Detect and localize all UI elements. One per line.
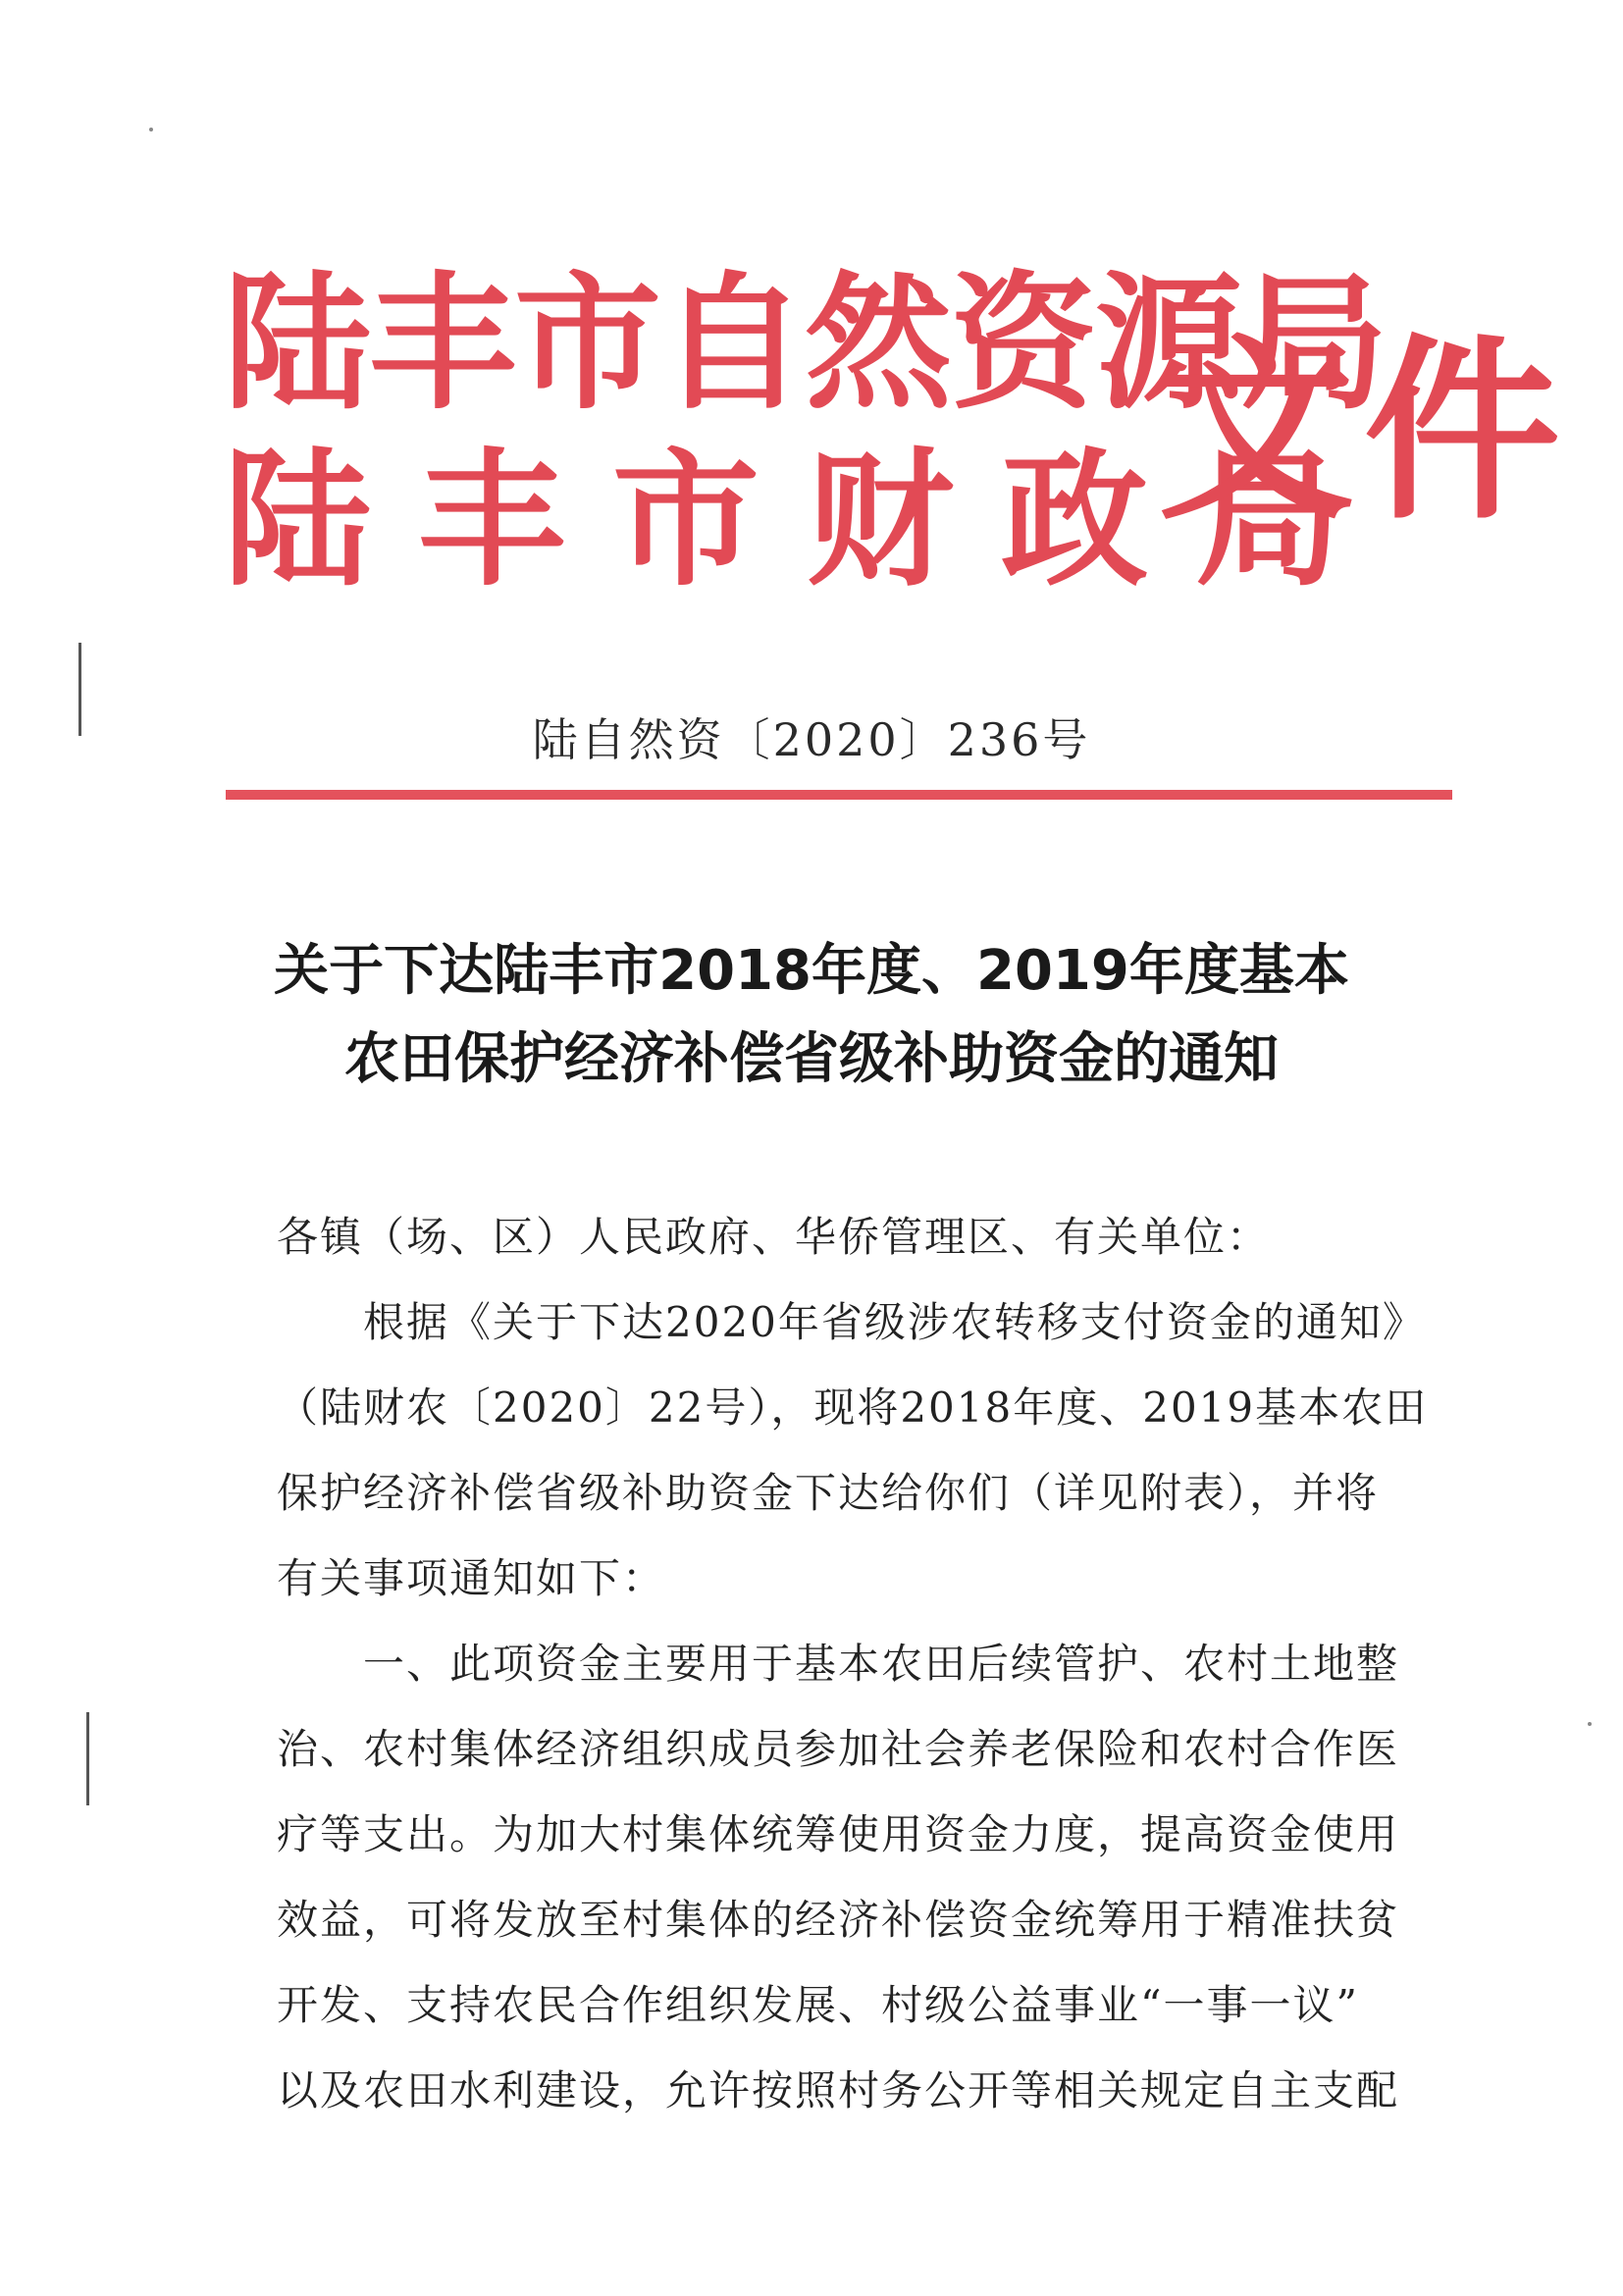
body-line-1: 各镇（场、区）人民政府、华侨管理区、有关单位： <box>277 1213 1271 1261</box>
body-line-2: 根据《关于下达2020年省级涉农转移支付资金的通知》 <box>277 1298 1426 1346</box>
scan-binding-mark <box>79 643 81 736</box>
title-line-2: 农田保护经济补偿省级补助资金的通知 <box>344 1027 1279 1091</box>
body-line-5: 有关事项通知如下： <box>277 1554 666 1602</box>
title-line-1: 关于下达陆丰市2018年度、2019年度基本 <box>274 939 1349 1003</box>
body-line-10: 开发、支持农民合作组织发展、村级公益事业“一事一议” <box>277 1981 1359 2029</box>
scan-speck <box>149 128 153 131</box>
body-line-4: 保护经济补偿省级补助资金下达给你们（详见附表），并将 <box>277 1469 1380 1517</box>
body-line-8: 疗等支出。为加大村集体统筹使用资金力度，提高资金使用 <box>277 1810 1400 1858</box>
document-number: 陆自然资〔2020〕236号 <box>532 713 1091 766</box>
body-line-7: 治、农村集体经济组织成员参加社会养老保险和农村合作医 <box>277 1725 1400 1773</box>
scan-binding-mark <box>86 1712 89 1805</box>
scan-speck <box>1588 1722 1592 1726</box>
red-separator-line <box>226 790 1452 800</box>
body-line-6: 一、此项资金主要用于基本农田后续管护、农村土地整 <box>277 1640 1400 1688</box>
body-line-9: 效益，可将发放至村集体的经济补偿资金统筹用于精准扶贫 <box>277 1896 1400 1944</box>
letterhead-issuer-2: 陆丰市财政局 <box>224 434 1390 606</box>
body-line-3: （陆财农〔2020〕22号），现将2018年度、2019基本农田 <box>277 1383 1429 1432</box>
letterhead-issuer-1: 陆丰市自然资源局 <box>224 257 1387 430</box>
letterhead-doc-word: 文件 <box>1158 316 1571 547</box>
body-line-11: 以及农田水利建设，允许按照村务公开等相关规定自主支配 <box>277 2066 1400 2114</box>
